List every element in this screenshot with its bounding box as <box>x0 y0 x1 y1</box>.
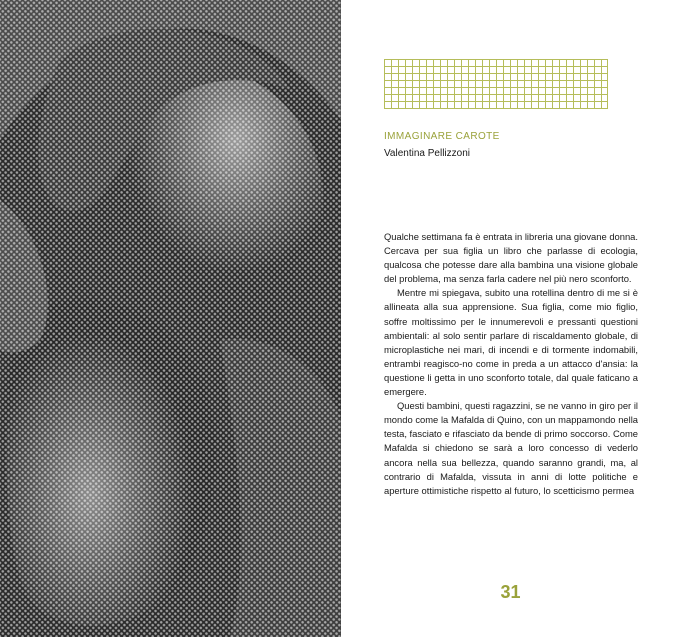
article-author: Valentina Pellizzoni <box>384 148 470 159</box>
paragraph-3: Questi bambini, questi ragazzini, se ne vanno in giro per il mondo come la Mafalda di Quino, con un mappamondo nella testa, fasciato e rifasciato da bende di primo soccorso. Come Mafalda si chiedono se sarà a loro concesso di vederlo ancora nella sua bellezza, quando saranno grandi, ma, al contrario di Mafalda, vissuta in anni di lotte politiche e aperture ottimistiche rispetto al futuro, lo scetticismo permea <box>384 400 638 496</box>
paragraph-1: Qualche settimana fa è entrata in libreria una giovane donna. Cercava per sua figlia un libro che parlasse di ecologia, qualcosa che potesse dare alla bambina una visione globale del problema, ma senza farla cadere nel più nero sconforto. <box>384 231 638 285</box>
paragraph-2: Mentre mi spiegava, subito una rotellina dentro di me si è allineata alla sua apprensione. Sua figlia, come mio figlio, soffre moltissimo per le innumerevoli e pressanti questioni ambientali: al solo sentir parlare di riscaldamento globale, di microplastiche nei mari, di incendi e di tormente indomabili, entrambi reagisco-no come in preda a un attacco d'ansia: la questione li getta in uno sconforto totale, dal quale faticano a emergere. <box>384 287 638 398</box>
decorative-grid <box>384 59 608 109</box>
article-title: IMMAGINARE CAROTE <box>384 131 500 142</box>
text-page <box>341 0 680 637</box>
page-number: 31 <box>500 582 521 602</box>
article-body <box>384 230 638 498</box>
